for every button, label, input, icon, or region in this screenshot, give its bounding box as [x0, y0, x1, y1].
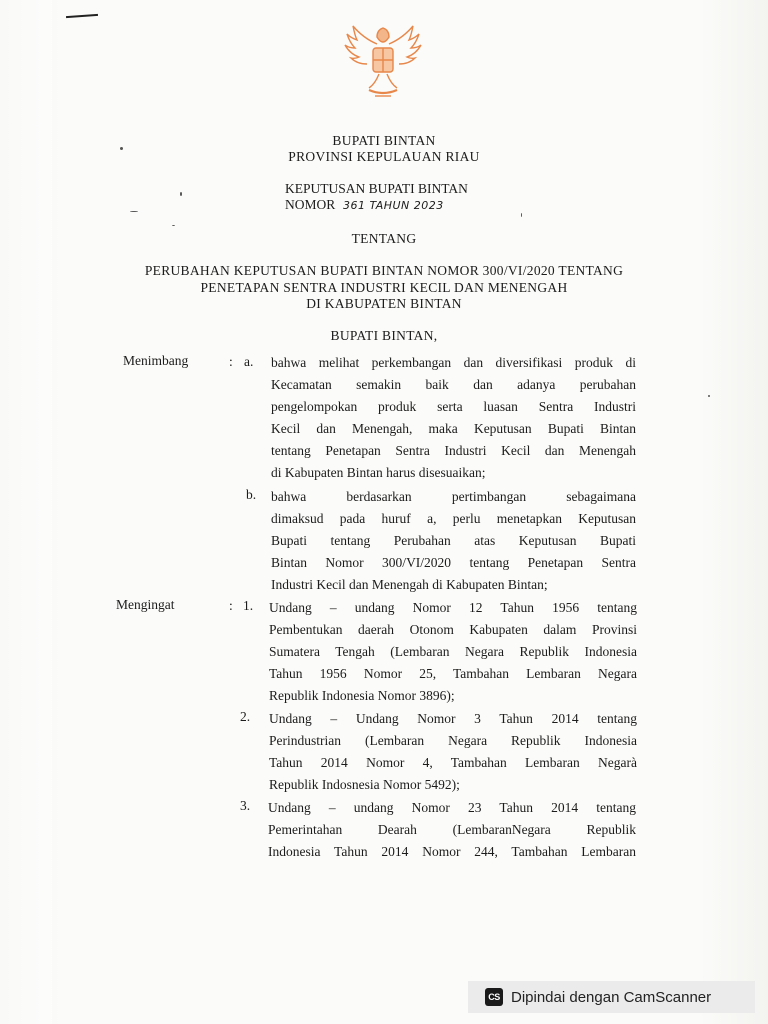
paragraph-line: Tahun 2014 Nomor 4, Tambahan Lembaran Negarà — [269, 755, 637, 770]
subject-line-1: PERUBAHAN KEPUTUSAN BUPATI BINTAN NOMOR 300/VI/2020 TENTANG — [144, 263, 624, 278]
mengingat-item-3 — [268, 797, 636, 863]
paragraph-line: Undang – undang Nomor 12 Tahun 1956 tentang — [269, 600, 637, 615]
subject-line-2: PENETAPAN SENTRA INDUSTRI KECIL DAN MENENGAH — [200, 280, 568, 295]
paragraph-line: Sumatera Tengah (Lembaran Negara Republik Indonesia — [269, 644, 637, 659]
paragraph-line: Undang – undang Nomor 23 Tahun 2014 tentang — [268, 800, 636, 815]
menimbang-item-marker: a. — [244, 354, 254, 369]
decree-title: KEPUTUSAN BUPATI BINTAN — [285, 181, 468, 196]
paragraph-line: Republik Indonesia Nomor 3896); — [269, 688, 455, 703]
scan-mark — [66, 14, 98, 18]
mengingat-item-marker: 2. — [240, 709, 251, 724]
paragraph-line: Undang – Undang Nomor 3 Tahun 2014 tentang — [269, 711, 637, 726]
paragraph-line: tentang Penetapan Sentra Industri Kecil dan Menengah — [271, 443, 636, 458]
garuda-emblem-icon — [335, 14, 431, 110]
camscanner-text: Dipindai dengan CamScanner — [511, 988, 712, 1006]
mengingat-item-marker: 3. — [240, 798, 251, 813]
mengingat-item-2 — [269, 708, 637, 796]
scan-speck — [172, 225, 175, 226]
paragraph-line: Tahun 1956 Nomor 25, Tambahan Lembaran Negara — [269, 666, 637, 681]
paragraph-line: di Kabupaten Bintan harus disesuaikan; — [271, 465, 486, 480]
paragraph-line: Pemerintahan Dearah (LembaranNegara Republik — [268, 822, 636, 837]
decree-number-label: NOMOR — [285, 197, 336, 212]
paragraph-line: Bupati tentang Perubahan atas Keputusan Bupati — [271, 533, 636, 548]
menimbang-label: Menimbang — [123, 353, 189, 368]
paragraph-line: Pembentukan daerah Otonom Kabupaten dalam Provinsi — [269, 622, 637, 637]
subject-line-3: DI KABUPATEN BINTAN — [306, 296, 462, 311]
paragraph-line: Bintan Nomor 300/VI/2020 tentang Penetapan Sentra — [271, 555, 636, 570]
bupati-heading: BUPATI BINTAN, — [330, 328, 438, 343]
paragraph-line: Indonesia Tahun 2014 Nomor 244, Tambahan Lembaran — [268, 844, 636, 859]
paragraph-line: Kecil dan Menengah, maka Keputusan Bupati Bintan — [271, 421, 636, 436]
paragraph-line: Kecamatan semakin baik dan adanya perubahan — [271, 377, 636, 392]
paragraph-line: Republik Indosnesia Nomor 5492); — [269, 777, 460, 792]
mengingat-colon: : — [229, 598, 233, 613]
tentang-heading: TENTANG — [351, 231, 417, 246]
issuer-province: PROVINSI KEPULAUAN RIAU — [288, 149, 480, 164]
issuer-title: BUPATI BINTAN — [332, 133, 436, 148]
decree-number-handwritten: 361 TAHUN 2023 — [343, 199, 444, 212]
menimbang-item-a — [271, 352, 636, 484]
menimbang-colon: : — [229, 354, 233, 369]
camscanner-icon: CS — [485, 988, 503, 1006]
scan-speck — [708, 395, 710, 397]
scan-speck — [521, 213, 522, 217]
mengingat-item-1 — [269, 597, 637, 707]
paragraph-line: dimaksud pada huruf a, perlu menetapkan Keputusan — [271, 511, 636, 526]
paragraph-line: bahwa berdasarkan pertimbangan sebagaimana — [271, 489, 636, 504]
paragraph-line: pengelompokan produk serta luasan Sentra Industri — [271, 399, 636, 414]
camscanner-badge — [468, 981, 755, 1013]
scan-speck — [180, 192, 182, 196]
cutoff-line — [270, 865, 420, 869]
menimbang-item-marker: b. — [246, 487, 257, 502]
scan-speck — [130, 211, 138, 212]
paragraph-line: Perindustrian (Lembaran Negara Republik Indonesia — [269, 733, 637, 748]
paragraph-line: bahwa melihat perkembangan dan diversifikasi produk di — [271, 355, 636, 370]
mengingat-label: Mengingat — [116, 597, 175, 612]
paragraph-line: Industri Kecil dan Menengah di Kabupaten Bintan; — [271, 577, 548, 592]
menimbang-item-b — [271, 486, 636, 596]
mengingat-item-marker: 1. — [243, 598, 254, 613]
